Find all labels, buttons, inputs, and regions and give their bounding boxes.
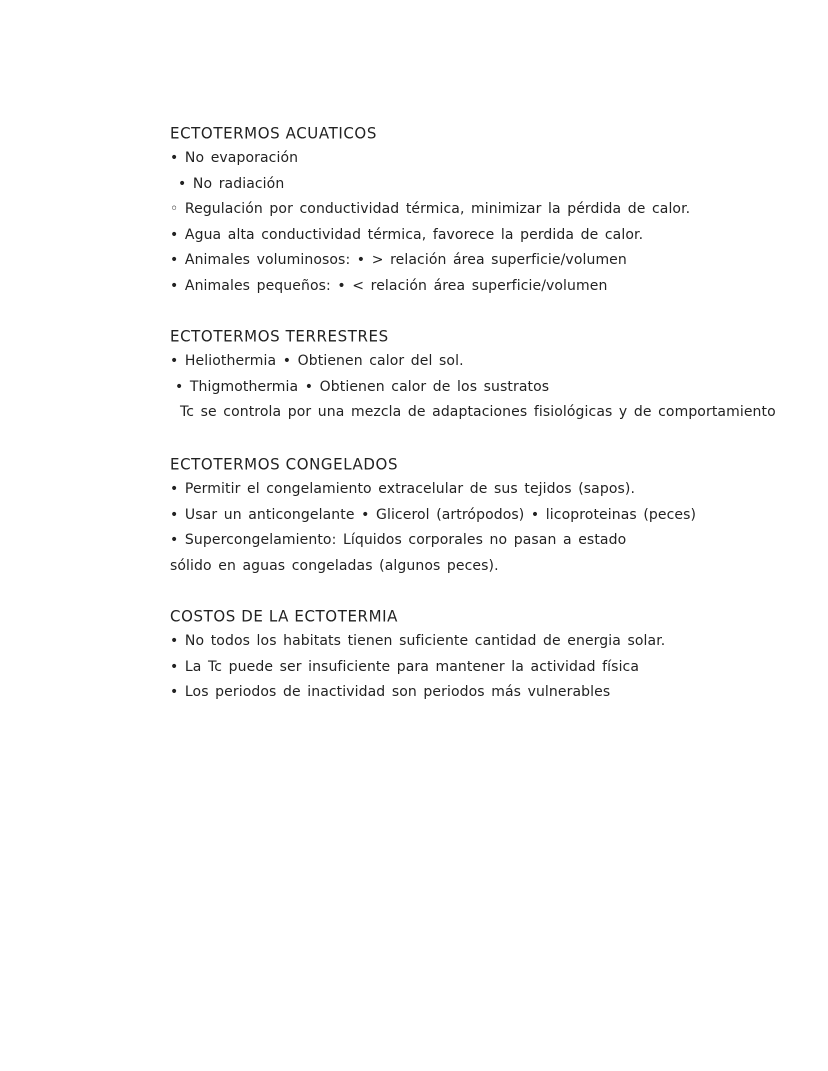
bullet-line: • No evaporación bbox=[170, 150, 299, 166]
section-heading: ECTOTERMOS CONGELADOS bbox=[170, 454, 399, 474]
body-line: Tc se controla por una mezcla de adaptaciones fisiológicas y de comportamiento bbox=[180, 404, 776, 420]
bullet-line: • Heliothermia • Obtienen calor del sol. bbox=[170, 353, 464, 369]
section-ectotermos-acuaticos bbox=[170, 121, 730, 299]
bullet-line: ◦ Regulación por conductividad térmica, minimizar la pérdida de calor. bbox=[170, 201, 691, 217]
section-ectotermos-congelados bbox=[170, 452, 730, 579]
bullet-line: • Supercongelamiento: Líquidos corporales no pasan a estado sólido en aguas congeladas (algunos peces). bbox=[170, 532, 627, 574]
section-costos-ectotermia bbox=[170, 604, 730, 706]
section-ectotermos-terrestres bbox=[170, 324, 776, 426]
bullet-line: • Animales voluminosos: • > relación área superficie/volumen bbox=[170, 252, 627, 268]
bullet-line: • Los periodos de inactividad son periodos más vulnerables bbox=[170, 684, 611, 700]
bullet-line: • No radiación bbox=[178, 175, 285, 192]
section-heading: COSTOS DE LA ECTOTERMIA bbox=[170, 606, 398, 626]
bullet-line: • Animales pequeños: • < relación área superficie/volumen bbox=[170, 277, 608, 294]
bullet-line: • La Tc puede ser insuficiente para mantener la actividad física bbox=[170, 658, 640, 675]
section-heading: ECTOTERMOS TERRESTRES bbox=[170, 326, 389, 346]
bullet-line: • Permitir el congelamiento extracelular de sus tejidos (sapos). bbox=[170, 481, 636, 497]
section-heading: ECTOTERMOS ACUATICOS bbox=[170, 123, 377, 143]
bullet-line: • No todos los habitats tienen suficiente cantidad de energia solar. bbox=[170, 633, 666, 649]
bullet-line: • Agua alta conductividad térmica, favorece la perdida de calor. bbox=[170, 226, 644, 243]
bullet-line: • Usar un anticongelante • Glicerol (artrópodos) • licoproteinas (peces) bbox=[170, 506, 697, 523]
bullet-line: • Thigmothermia • Obtienen calor de los sustratos bbox=[175, 378, 550, 395]
